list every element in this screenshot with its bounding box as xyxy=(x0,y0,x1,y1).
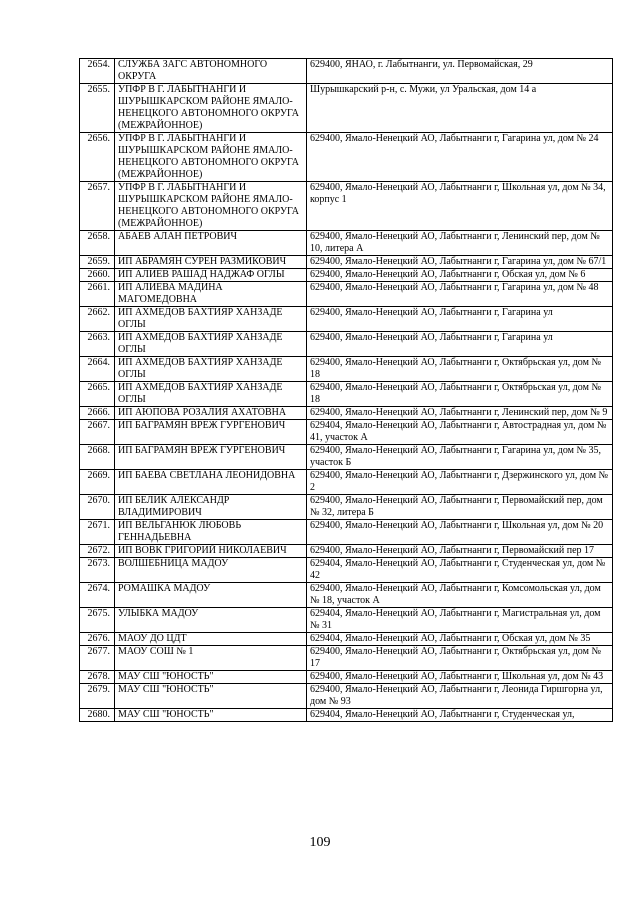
table-row xyxy=(80,382,613,407)
organization-address: 629400, Ямало-Ненецкий АО, Лабытнанги г, Гагарина ул xyxy=(307,307,613,332)
organization-address: 629400, Ямало-Ненецкий АО, Лабытнанги г, Октябрьская ул, дом № 18 xyxy=(307,357,613,382)
row-number: 2678. xyxy=(80,671,115,684)
organization-name: ИП ВОВК ГРИГОРИЙ НИКОЛАЕВИЧ xyxy=(115,545,307,558)
table-row xyxy=(80,84,613,133)
row-number: 2659. xyxy=(80,256,115,269)
organization-name: УПФР В Г. ЛАБЫТНАНГИ И ШУРЫШКАРСКОМ РАЙОНЕ ЯМАЛО-НЕНЕЦКОГО АВТОНОМНОГО ОКРУГА (МЕЖРАЙОННОЕ) xyxy=(115,84,307,133)
row-number: 2666. xyxy=(80,407,115,420)
table-row xyxy=(80,231,613,256)
organization-address: 629400, Ямало-Ненецкий АО, Лабытнанги г, Школьная ул, дом № 43 xyxy=(307,671,613,684)
organization-name: РОМАШКА МАДОУ xyxy=(115,583,307,608)
organization-address: 629400, ЯНАО, г. Лабытнанги, ул. Первомайская, 29 xyxy=(307,59,613,84)
row-number: 2672. xyxy=(80,545,115,558)
row-number: 2677. xyxy=(80,646,115,671)
table-row xyxy=(80,495,613,520)
row-number: 2658. xyxy=(80,231,115,256)
organization-name: СЛУЖБА ЗАГС АВТОНОМНОГО ОКРУГА xyxy=(115,59,307,84)
row-number: 2655. xyxy=(80,84,115,133)
row-number: 2665. xyxy=(80,382,115,407)
table-row xyxy=(80,470,613,495)
organization-name: ИП АБРАМЯН СУРЕН РАЗМИКОВИЧ xyxy=(115,256,307,269)
organization-name: УЛЫБКА МАДОУ xyxy=(115,608,307,633)
organization-address: 629400, Ямало-Ненецкий АО, Лабытнанги г, Первомайский пер, дом № 32, литера Б xyxy=(307,495,613,520)
organization-name: ИП БАЕВА СВЕТЛАНА ЛЕОНИДОВНА xyxy=(115,470,307,495)
organization-name: МАОУ СОШ № 1 xyxy=(115,646,307,671)
table-row xyxy=(80,709,613,722)
table-row xyxy=(80,59,613,84)
organization-name: МАУ СШ "ЮНОСТЬ" xyxy=(115,709,307,722)
registry-table xyxy=(79,58,613,722)
table-row xyxy=(80,583,613,608)
organization-address: 629400, Ямало-Ненецкий АО, Лабытнанги г, Октябрьская ул, дом № 17 xyxy=(307,646,613,671)
organization-address: 629400, Ямало-Ненецкий АО, Лабытнанги г, Гагарина ул xyxy=(307,332,613,357)
row-number: 2664. xyxy=(80,357,115,382)
row-number: 2670. xyxy=(80,495,115,520)
row-number: 2676. xyxy=(80,633,115,646)
organization-address: 629400, Ямало-Ненецкий АО, Лабытнанги г, Обская ул, дом № 6 xyxy=(307,269,613,282)
table-row xyxy=(80,420,613,445)
table-row xyxy=(80,445,613,470)
organization-name: ИП АХМЕДОВ БАХТИЯР ХАНЗАДЕ ОГЛЫ xyxy=(115,382,307,407)
table-row xyxy=(80,671,613,684)
row-number: 2661. xyxy=(80,282,115,307)
organization-address: 629400, Ямало-Ненецкий АО, Лабытнанги г, Комсомольская ул, дом № 18, участок А xyxy=(307,583,613,608)
organization-address: 629404, Ямало-Ненецкий АО, Лабытнанги г, Обская ул, дом № 35 xyxy=(307,633,613,646)
organization-name: УПФР В Г. ЛАБЫТНАНГИ И ШУРЫШКАРСКОМ РАЙОНЕ ЯМАЛО-НЕНЕЦКОГО АВТОНОМНОГО ОКРУГА (МЕЖРАЙОННОЕ) xyxy=(115,182,307,231)
organization-name: АБАЕВ АЛАН ПЕТРОВИЧ xyxy=(115,231,307,256)
table-row xyxy=(80,520,613,545)
table-row xyxy=(80,332,613,357)
row-number: 2669. xyxy=(80,470,115,495)
organization-address: 629400, Ямало-Ненецкий АО, Лабытнанги г, Школьная ул, дом № 20 xyxy=(307,520,613,545)
row-number: 2679. xyxy=(80,684,115,709)
organization-address: 629404, Ямало-Ненецкий АО, Лабытнанги г, Автострадная ул, дом № 41, участок А xyxy=(307,420,613,445)
organization-address: 629404, Ямало-Ненецкий АО, Лабытнанги г, Студенческая ул, дом № 42 xyxy=(307,558,613,583)
row-number: 2660. xyxy=(80,269,115,282)
organization-address: 629400, Ямало-Ненецкий АО, Лабытнанги г, Школьная ул, дом № 34, корпус 1 xyxy=(307,182,613,231)
organization-name: ИП БАГРАМЯН ВРЕЖ ГУРГЕНОВИЧ xyxy=(115,445,307,470)
table-row xyxy=(80,133,613,182)
organization-name: УПФР В Г. ЛАБЫТНАНГИ И ШУРЫШКАРСКОМ РАЙОНЕ ЯМАЛО-НЕНЕЦКОГО АВТОНОМНОГО ОКРУГА (МЕЖРАЙОННОЕ) xyxy=(115,133,307,182)
organization-address: 629400, Ямало-Ненецкий АО, Лабытнанги г, Октябрьская ул, дом № 18 xyxy=(307,382,613,407)
organization-name: МАУ СШ "ЮНОСТЬ" xyxy=(115,671,307,684)
row-number: 2668. xyxy=(80,445,115,470)
organization-address: 629400, Ямало-Ненецкий АО, Лабытнанги г, Первомайский пер 17 xyxy=(307,545,613,558)
organization-name: ВОЛШЕБНИЦА МАДОУ xyxy=(115,558,307,583)
organization-address: 629400, Ямало-Ненецкий АО, Лабытнанги г, Ленинский пер, дом № 9 xyxy=(307,407,613,420)
registry-table-body xyxy=(80,59,613,722)
table-row xyxy=(80,282,613,307)
row-number: 2656. xyxy=(80,133,115,182)
organization-name: МАУ СШ "ЮНОСТЬ" xyxy=(115,684,307,709)
row-number: 2667. xyxy=(80,420,115,445)
table-row xyxy=(80,646,613,671)
organization-address: 629404, Ямало-Ненецкий АО, Лабытнанги г, Магистральная ул, дом № 31 xyxy=(307,608,613,633)
organization-name: ИП АХМЕДОВ БАХТИЯР ХАНЗАДЕ ОГЛЫ xyxy=(115,357,307,382)
table-row xyxy=(80,182,613,231)
table-row xyxy=(80,407,613,420)
organization-address: 629404, Ямало-Ненецкий АО, Лабытнанги г, Студенческая ул, xyxy=(307,709,613,722)
row-number: 2671. xyxy=(80,520,115,545)
table-row xyxy=(80,608,613,633)
table-row xyxy=(80,633,613,646)
table-row xyxy=(80,269,613,282)
table-row xyxy=(80,357,613,382)
organization-name: ИП АЮПОВА РОЗАЛИЯ АХАТОВНА xyxy=(115,407,307,420)
organization-name: ИП БАГРАМЯН ВРЕЖ ГУРГЕНОВИЧ xyxy=(115,420,307,445)
row-number: 2657. xyxy=(80,182,115,231)
organization-address: Шурышкарский р-н, с. Мужи, ул Уральская, дом 14 а xyxy=(307,84,613,133)
table-row xyxy=(80,558,613,583)
table-row xyxy=(80,545,613,558)
organization-address: 629400, Ямало-Ненецкий АО, Лабытнанги г, Ленинский пер, дом № 10, литера А xyxy=(307,231,613,256)
row-number: 2675. xyxy=(80,608,115,633)
organization-name: ИП АЛИЕВА МАДИНА МАГОМЕДОВНА xyxy=(115,282,307,307)
organization-name: ИП БЕЛИК АЛЕКСАНДР ВЛАДИМИРОВИЧ xyxy=(115,495,307,520)
organization-address: 629400, Ямало-Ненецкий АО, Лабытнанги г, Гагарина ул, дом № 67/1 xyxy=(307,256,613,269)
row-number: 2654. xyxy=(80,59,115,84)
table-row xyxy=(80,256,613,269)
organization-name: ИП АХМЕДОВ БАХТИЯР ХАНЗАДЕ ОГЛЫ xyxy=(115,332,307,357)
table-row xyxy=(80,684,613,709)
row-number: 2673. xyxy=(80,558,115,583)
row-number: 2680. xyxy=(80,709,115,722)
organization-address: 629400, Ямало-Ненецкий АО, Лабытнанги г, Леонида Гиршгорна ул, дом № 93 xyxy=(307,684,613,709)
organization-name: ИП АЛИЕВ РАШАД НАДЖАФ ОГЛЫ xyxy=(115,269,307,282)
organization-name: ИП АХМЕДОВ БАХТИЯР ХАНЗАДЕ ОГЛЫ xyxy=(115,307,307,332)
organization-address: 629400, Ямало-Ненецкий АО, Лабытнанги г, Гагарина ул, дом № 24 xyxy=(307,133,613,182)
organization-address: 629400, Ямало-Ненецкий АО, Лабытнанги г, Гагарина ул, дом № 35, участок Б xyxy=(307,445,613,470)
row-number: 2663. xyxy=(80,332,115,357)
page-number: 109 xyxy=(309,835,331,850)
row-number: 2674. xyxy=(80,583,115,608)
organization-name: МАОУ ДО ЦДТ xyxy=(115,633,307,646)
row-number: 2662. xyxy=(80,307,115,332)
organization-address: 629400, Ямало-Ненецкий АО, Лабытнанги г, Гагарина ул, дом № 48 xyxy=(307,282,613,307)
table-row xyxy=(80,307,613,332)
organization-name: ИП ВЕЛЬГАНЮК ЛЮБОВЬ ГЕННАДЬЕВНА xyxy=(115,520,307,545)
organization-address: 629400, Ямало-Ненецкий АО, Лабытнанги г, Дзержинского ул, дом № 2 xyxy=(307,470,613,495)
